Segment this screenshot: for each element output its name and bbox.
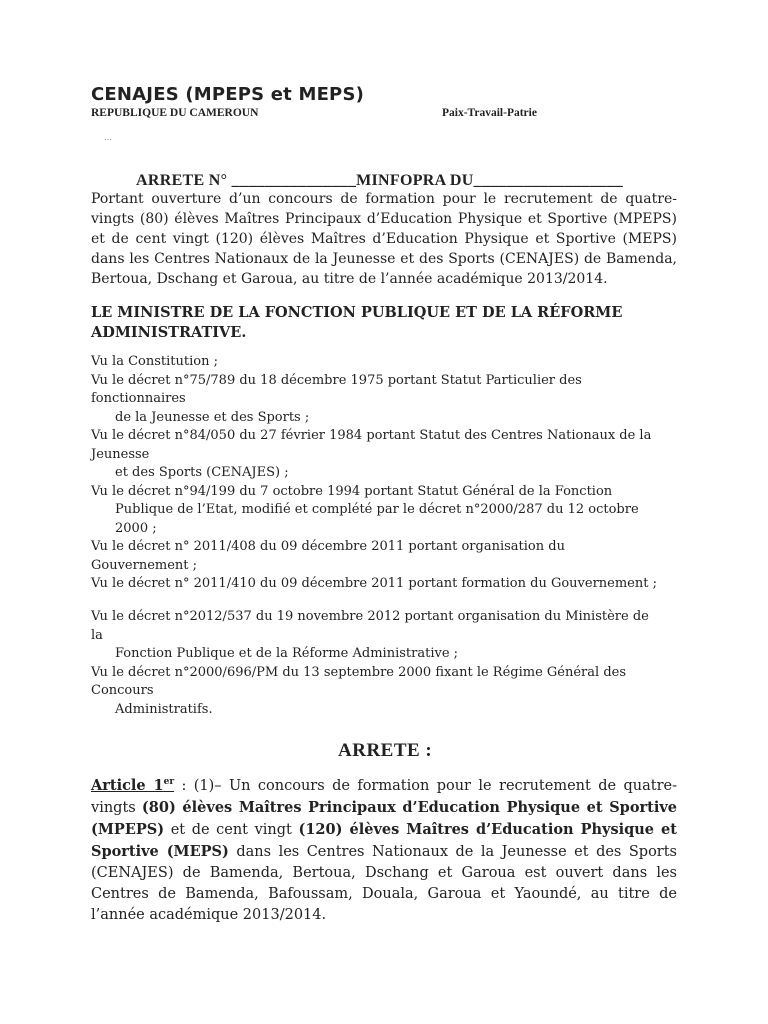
visa-line: et des Sports (CENAJES) ; <box>115 465 289 480</box>
article-label <box>91 777 174 794</box>
article-bold-text: (80) élèves Maîtres Principaux d’Education Physique et Sportive (MPEPS) <box>91 799 677 838</box>
preamble-paragraph: Portant ouverture d’un concours de formation pour le recrutement de quatre-vingts (80) élèves Maîtres Principaux d’Education Physique et Sportive (MPEPS) et de cent vingt (120) élèves Maîtres d’Education Physique et Sportive (MEPS) dans les Centres Nationaux de la Jeunesse et des Sports (CENAJES) de Bamenda, Bertoua, Dschang et Garoua, au titre de l’année académique 2013/2014. <box>91 191 677 287</box>
visa-line: Vu le décret n° 2011/410 du 09 décembre 2011 portant formation du Gouvernement ; <box>91 576 657 591</box>
visa-line: Vu le décret n°75/789 du 18 décembre 1975 portant Statut Particulier des <box>91 372 582 388</box>
republic-heading: REPUBLIQUE DU CAMEROUN <box>91 107 259 119</box>
article-text: et de cent vingt <box>164 822 299 838</box>
visa-line: Publique de l’Etat, modifié et complété par le décret n°2000/287 du 12 octobre <box>115 502 639 517</box>
visa-line: Vu le décret n°2012/537 du 19 novembre 2012 portant organisation du Ministère de <box>91 609 649 624</box>
article-text: : (1)– Un concours de formation pour le recrutement de quatre-vingts <box>91 778 677 816</box>
document-title: CENAJES (MPEPS et MEPS) <box>91 84 365 105</box>
visa-line: Gouvernement ; <box>91 557 198 573</box>
visa-line: Vu le décret n° 2011/408 du 09 décembre 2011 portant organisation du <box>91 539 565 554</box>
visas-group-1 <box>91 353 691 594</box>
article-text: dans les Centres Nationaux de la Jeunesse et des Sports (CENAJES) de Bamenda, Bertoua, Dschang et Garoua est ouvert dans les Centres de Bamenda, Bafoussam, Douala, Garoua et Yaoundé, au titre de l’année académique 2013/2014. <box>91 844 677 923</box>
visa-line: Administratifs. <box>115 701 213 717</box>
article-1-paragraph <box>91 775 677 926</box>
national-motto: Paix-Travail-Patrie <box>442 107 537 119</box>
visa-line: fonctionnaires <box>91 391 186 406</box>
visa-line: Vu la Constitution ; <box>91 354 218 369</box>
visas-group-2 <box>91 608 691 719</box>
visa-line: Vu le décret n°2000/696/PM du 13 septembre 2000 fixant le Régime Général des <box>91 664 626 680</box>
visa-line: Fonction Publique et de la Réforme Administrative ; <box>115 646 459 661</box>
visa-line: la <box>91 627 103 643</box>
visa-line: Vu le décret n°94/199 du 7 octobre 1994 portant Statut Général de la Fonction <box>91 483 613 499</box>
visa-line: Jeunesse <box>91 446 150 462</box>
small-mark: … <box>104 133 112 142</box>
visa-line: de la Jeunesse et des Sports ; <box>115 409 310 425</box>
article-label-sup: er <box>163 777 175 788</box>
visa-line: 2000 ; <box>115 520 157 536</box>
arrete-heading: ARRETE : <box>338 740 433 761</box>
arrete-number-line: ARRETE N° _______________MINFOPRA DU__________________ <box>136 172 624 189</box>
minister-heading: LE MINISTRE DE LA FONCTION PUBLIQUE ET DE LA RÉFORME ADMINISTRATIVE. <box>91 304 623 341</box>
visa-line: Vu le décret n°84/050 du 27 février 1984 portant Statut des Centres Nationaux de la <box>91 428 652 443</box>
visa-line: Concours <box>91 683 154 698</box>
article-bold-text: (120) élèves Maîtres d’Education Physique et Sportive (MEPS) <box>91 821 677 860</box>
article-label-text: Article 1 <box>91 777 164 794</box>
